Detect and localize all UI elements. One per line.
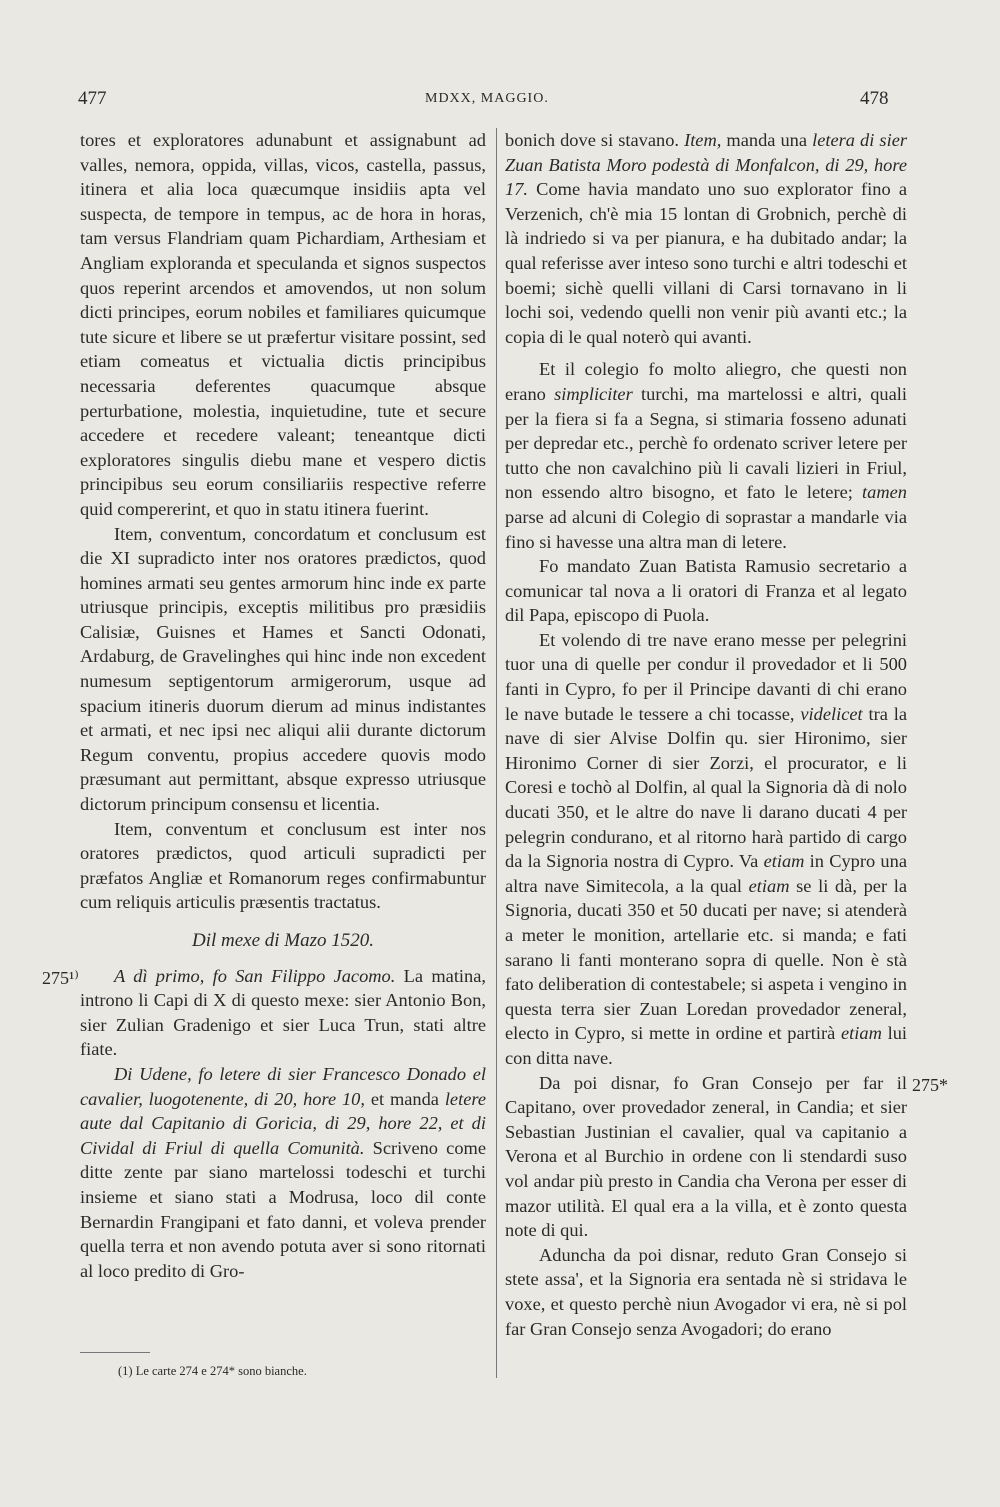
page-number-left: 477: [78, 88, 107, 109]
paragraph: tores et exploratores adunabunt et assignabunt ad valles, nemora, oppida, villas, vicos, castella, passus, itinera et alia loca quæcumque insidiis apta vel suspecta, de tempore in tempus, ac de hora in horas, tam versus Flandriam quam Pichardiam, Arthesiam et Angliam exploranda et speculanda et signos suspectos quos reperint arcendos et amovendos, ut non solum dicti principes, eorum nobiles et familiares quicumque tute sicure et libere se ut præfertur visitare possint, sed etiam comeatus et victualia dictis principibus necessaria deferentes quacumque absque perturbatione, molestia, inquietudine, tute et secure accedere et recedere valeant; teneantque dicti exploratores singulis diebu mane et vespero dictis principibus seu eorum consiliariis respective referre quid compererint, et quo in statu itinera fuerint.: [80, 130, 486, 519]
paragraph: [505, 628, 907, 1071]
italic-text: letere aute dal Capitanio di Goricia, di 29, hore 22, et di Cividal di Friul di quella Comunità.: [80, 1088, 486, 1158]
text: bonich dove si stavano.: [505, 130, 685, 150]
italic-text: letera di sier Zuan Batista Moro podestà di Monfalcon, di 29, hore 17.: [505, 130, 908, 200]
italic-text: Item,: [684, 130, 722, 150]
text: Et il colegio fo molto aliegro, che questi non erano: [505, 359, 907, 404]
paragraph: Da poi disnar, fo Gran Consejo per far il Capitano, over provedador zeneral, in Candia; et sier Sebastian Justinian el cavalier, qual va capitanio a Verona et al Burchio in ordene con li stendardi suso vol andar più presto in Candia cha Verona per esser di mazor utilità. El qual era a la villa, et è zonto questa note di qui.: [505, 1072, 907, 1241]
italic-text: simpliciter: [554, 383, 633, 404]
paragraph: [80, 964, 486, 1062]
text: Come havia mandato uno suo explorator fino a Verzenich, ch'è mia 15 lontan di Grobnich, perchè di là indriedo si va per pianura, e ha dubitado andar; la qual referisse aver inteso sono turchi e altri todeschi et boemi; sichè quelli villani di Carsi tornavano in li lochi soi, vedendo quelli non venir più avanti etc.; la copia di le qual noterò qui avanti.: [505, 179, 907, 347]
text: et manda: [364, 1088, 445, 1109]
italic-text: Di Udene, fo letere di sier Francesco Donado el cavalier, luogotenente, di 20, hore 10,: [80, 1063, 486, 1109]
text: La matina, introno li Capi di X di questo mexe: sier Antonio Bon, sier Zulian Gradenigo et sier Luca Trun, stati altre fiate.: [80, 965, 486, 1060]
text: tra la nave di sier Alvise Dolfin qu. sier Hironimo, sier Hironimo Corner di sier Zorzi, el procurator, e li Coresi e tochò al Dolfin, al qual la Signoria dà di nolo ducati 350, et le altre do nave li darano ducati 4 per pelegrin condurano, et al ritorno harà partido di cargo da la Signoria nostra di Cypro. Va: [505, 703, 907, 872]
italic-text: videlicet: [800, 703, 863, 724]
text: Et volendo di tre nave erano messe per pelegrini tuor una di quelle per condur il provedador et li 500 fanti in Cypro, fo per il Principe davanti di chi erano le nave butade le tessere a chi tocasse,: [505, 629, 907, 724]
italic-text: etiam: [748, 875, 790, 896]
text: lui con ditta nave.: [505, 1023, 908, 1068]
right-column: [505, 128, 907, 1341]
section-heading: Dil mexe di Mazo 1520.: [191, 930, 375, 951]
italic-text: A dì primo, fo San Filippo Jacomo.: [114, 965, 396, 986]
paragraph: [505, 128, 907, 349]
text: parse ad alcuni di Colegio di soprastar a mandarle via fino si havesse una altra man di letere.: [505, 506, 907, 552]
column-divider: [496, 128, 497, 1378]
text: in Cypro una altra nave Simitecola, a la qual: [505, 851, 907, 896]
italic-text: etiam: [841, 1023, 882, 1044]
footnote-rule: [80, 1352, 150, 1353]
margin-folio-note-left: 275¹⁾: [42, 968, 79, 988]
text: turchi, ma martelossi e altri, quali per la fiera si fa a Segna, si stimaria fosseno adunati per depredar etc., perchè fo ordenato scriver letere per tutto che non cavalchino più li cavali lizieri in Friul, non essendo altro bisogno, et fato le letere;: [505, 383, 907, 503]
text: manda una: [721, 130, 813, 150]
page-number-right: 478: [860, 88, 889, 109]
paragraph: Item, conventum, concordatum et conclusum est die XI supradicto inter nos oratores prædictos, quod homines armati seu gentes armorum hinc inde ex parte utriusque principis, exceptis militibus pro præsidiis Calisiæ, Guisnes et Hames et Sancti Odonati, Ardaburg, de Gravelinghes qui hinc inde non excedent numesum septigentorum armigerorum, usque ad spacium itineris duorum dierum ad minus indistantes et armati, et nec ipsi nec aliqui alii durante dictorum Regum conventu, propius accedere quovis modo præsumant aut permittant, absque expresso utriusque dictorum principum consensu et licentia.: [80, 523, 486, 815]
paragraph: [80, 1062, 486, 1283]
italic-text: tamen: [862, 482, 907, 503]
running-title: MDXX, MAGGIO.: [425, 91, 549, 106]
paragraph: Adunchа da poi disnar, reduto Gran Consejo si stete assa', et la Signoria era sentada nè si stridava le voxe, et questo perchè niun Avogador vi era, nè si pol far Gran Consejo senza Avogadori; do erano: [505, 1244, 907, 1339]
text: Scriveno come ditte zente par siano martelossi todeschi et turchi insieme et siano stati a Modrusa, loco dil conte Bernardin Frangipani et fato danni, et voleva prender quella terra et non avendo potuta aver si sono ritornati al loco predito di Gro-: [80, 1137, 486, 1281]
running-header: [0, 88, 1000, 118]
italic-text: etiam: [763, 851, 805, 872]
paragraph: Fo mandato Zuan Batista Ramusio secretario a comunicar tal nova a li oratori di Franza et al legato dil Papa, episcopo di Puola.: [505, 556, 907, 626]
paragraph: Item, conventum et conclusum est inter nos oratores prædictos, quod articuli supradicti per præfatos Angliæ et Romanorum reges confirmabuntur cum reliquis articulis præsentis tractatus.: [80, 818, 486, 913]
margin-folio-note-right: 275*: [912, 1075, 948, 1095]
text: se li dà, per la Signoria, ducati 350 et 50 ducati per nave; si atenderà a meter le monition, artellarie etc. si manda; e fati sarano li fanti monterano sopra di quelle. Non è stà fato deliberation di contestabele; si aspeta i vengino in questa terra sier Zuan Loredan provedador zeneral, electo in Cypro, si mette in ordine et partirà: [505, 875, 907, 1044]
paragraph: [505, 357, 907, 554]
left-column: [80, 128, 486, 1283]
footnote: (1) Le carte 274 e 274* sono bianche.: [118, 1364, 307, 1378]
